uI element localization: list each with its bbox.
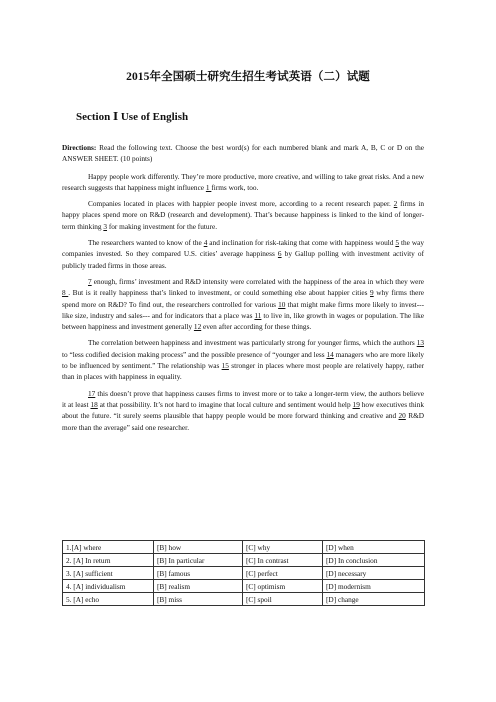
text: at that possibility. It’s not hard to imagine that local culture and sentiment would help bbox=[97, 399, 353, 409]
blank-6: 6 bbox=[277, 249, 282, 259]
text: Happy people work differently. They’re more productive, more creative, and willing to take great risks. And a new research suggests that happiness might influence bbox=[62, 171, 424, 192]
text: enough, firms’ investment and R&D intensity were correlated with the happiness of the area in which they were bbox=[91, 276, 424, 286]
paragraph-1 bbox=[62, 171, 424, 194]
option-cell: [B] miss bbox=[154, 593, 243, 606]
blank-17: 17 bbox=[88, 388, 96, 398]
blank-13: 13 bbox=[416, 338, 424, 348]
blank-18: 18 bbox=[90, 399, 98, 409]
text: for making investment for the future. bbox=[107, 221, 218, 231]
text: stronger in places where most people are relatively happy, rather than in places with happiness in equality. bbox=[62, 361, 424, 382]
text: to “less codified decision making process” and the possible presence of “younger and less bbox=[62, 349, 327, 359]
text: the way companies invested. So they compared U.S. cities’ average happiness bbox=[62, 238, 424, 259]
table-row bbox=[63, 580, 425, 593]
blank-12: 12 bbox=[193, 322, 202, 332]
option-cell: [D] In conclusion bbox=[323, 554, 425, 567]
text: this doesn’t prove that happiness causes firms to invest more or to take a longer-term view, the authors believe it at least bbox=[62, 388, 424, 409]
text: even after according for these things. bbox=[201, 322, 312, 332]
paragraph-4 bbox=[62, 276, 424, 332]
blank-14: 14 bbox=[326, 349, 334, 359]
blank-4: 4 bbox=[203, 238, 208, 248]
option-cell: [C] why bbox=[243, 541, 323, 554]
option-cell: 2. [A] In return bbox=[63, 554, 154, 567]
table-row bbox=[63, 554, 425, 567]
options-table bbox=[62, 540, 425, 606]
text: The researchers wanted to know of the bbox=[88, 238, 204, 248]
blank-7: 7 bbox=[88, 276, 92, 286]
text: by Gallup polling with investment activity of publicly traded firms in those areas. bbox=[62, 249, 424, 270]
blank-10: 10 bbox=[278, 299, 286, 309]
option-cell: [B] famous bbox=[154, 567, 243, 580]
text: how executives think about the future. “it surely seems plausible that happy people would be more forward thinking and creative and bbox=[62, 399, 424, 421]
option-cell: 4. [A] individualism bbox=[63, 580, 154, 593]
blank-19: 19 bbox=[352, 399, 360, 409]
text: The correlation between happiness and investment was particularly strong for younger firms, which the authors bbox=[88, 338, 417, 348]
blank-2: 2 bbox=[393, 199, 398, 209]
option-cell: [D] when bbox=[323, 541, 425, 554]
option-cell: [C] perfect bbox=[243, 567, 323, 580]
directions-text: Read the following text. Choose the best word(s) for each numbered blank and mark A, B, C or D on the ANSWER SHEET. (10 points) bbox=[62, 143, 424, 164]
text: to live in, like growth in wages or population. The like between happiness and investment generally bbox=[62, 310, 424, 332]
paragraph-2 bbox=[62, 198, 424, 232]
option-cell: [C] spoil bbox=[243, 593, 323, 606]
option-cell: 3. [A] sufficient bbox=[63, 567, 154, 580]
blank-15: 15 bbox=[221, 361, 229, 371]
text: managers who are more likely to be influenced by sentiment.” The relationship was bbox=[62, 349, 424, 371]
blank-11: 11 bbox=[254, 310, 262, 320]
page-title: 2015年全国硕士研究生招生考试英语（二）试题 bbox=[126, 71, 370, 83]
option-cell: [C] In contrast bbox=[243, 554, 323, 567]
option-cell: [B] how bbox=[154, 541, 243, 554]
section-heading: Section Ⅰ Use of English bbox=[76, 111, 189, 123]
text: R&D more than the average” said one researcher. bbox=[62, 411, 425, 432]
option-cell: [B] realism bbox=[154, 580, 243, 593]
blank-3: 3 bbox=[103, 221, 108, 231]
option-cell: 1.[A] where bbox=[63, 541, 154, 554]
blank-20: 20 bbox=[398, 411, 406, 421]
option-cell: [D] change bbox=[323, 593, 425, 606]
text: firms work, too. bbox=[211, 182, 259, 192]
blank-9: 9 bbox=[370, 288, 374, 298]
option-cell: [C] optimism bbox=[243, 580, 323, 593]
directions-label: Directions: bbox=[62, 143, 97, 152]
text: and inclination for risk-taking that come with happiness would bbox=[207, 238, 396, 248]
option-cell: [B] In particular bbox=[154, 554, 243, 567]
passage-body bbox=[62, 142, 424, 438]
blank-8: 8 bbox=[62, 288, 69, 298]
option-cell: [D] modernism bbox=[323, 580, 425, 593]
blank-1: 1 bbox=[205, 182, 212, 192]
table-row bbox=[63, 593, 425, 606]
text: firms in happy places spend more on R&D (research and development). That’s because happiness is linked to the kind of longer-term thinking bbox=[62, 199, 424, 231]
table-row bbox=[63, 541, 425, 554]
option-cell: [D] necessary bbox=[323, 567, 425, 580]
text: that might make firms more likely to invest--- like size, industry and sales--- and for indicators that a place was bbox=[62, 299, 424, 320]
blank-5: 5 bbox=[395, 238, 400, 248]
text: why firms there spend more on R&D? To find out, the researchers controlled for various bbox=[62, 288, 424, 309]
text: Companies located in places with happier people invest more, according to a recent research paper. bbox=[88, 199, 394, 209]
text: . But is it really happiness that’s linked to investment, or could something else about happier cities bbox=[68, 288, 371, 298]
table-row bbox=[63, 567, 425, 580]
directions bbox=[62, 142, 424, 165]
paragraph-6 bbox=[62, 388, 424, 433]
option-cell: 5. [A] echo bbox=[63, 593, 154, 606]
paragraph-5 bbox=[62, 337, 424, 382]
paragraph-3 bbox=[62, 237, 424, 271]
